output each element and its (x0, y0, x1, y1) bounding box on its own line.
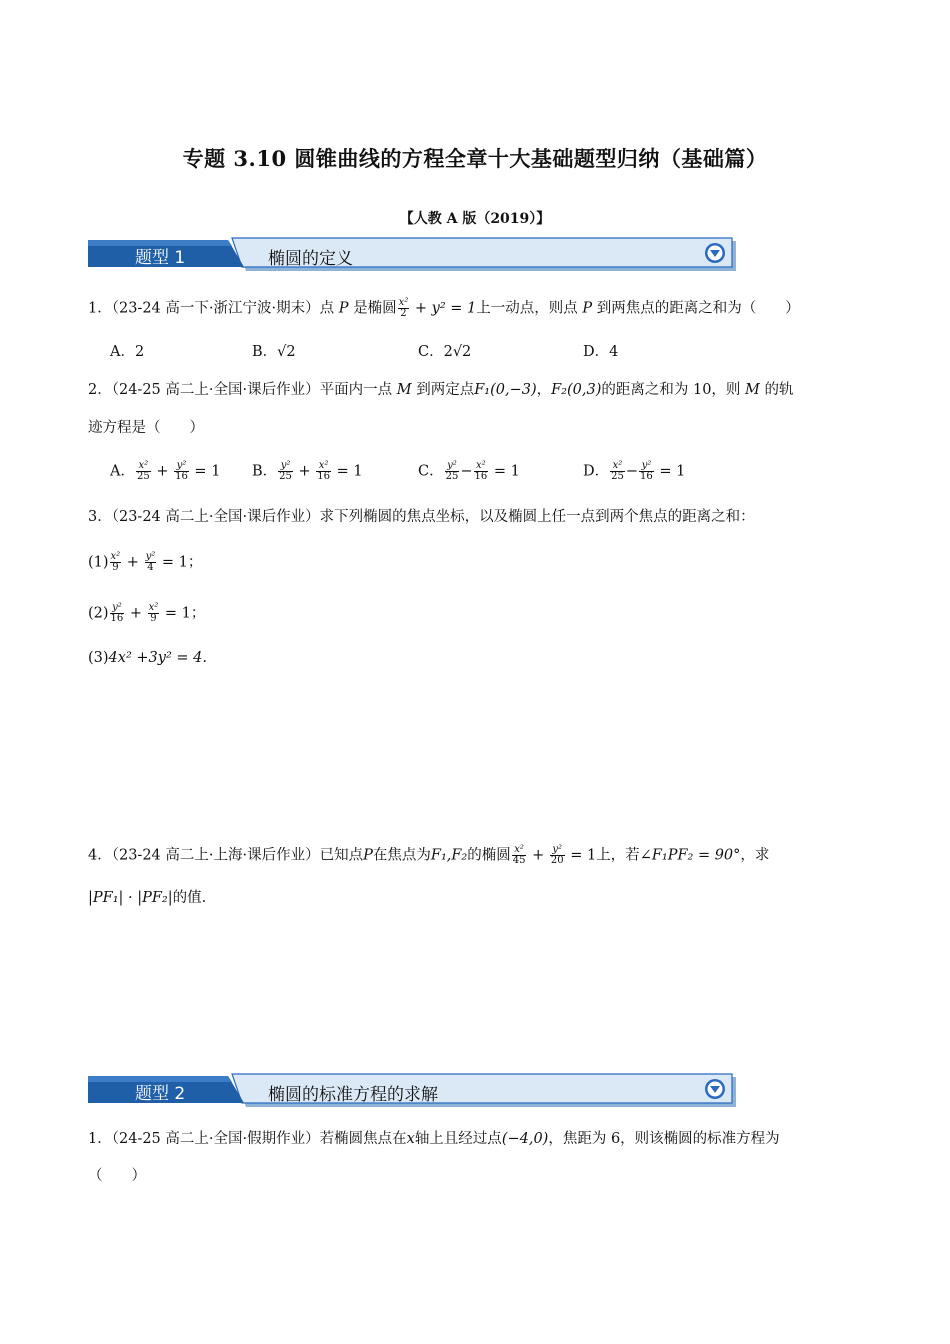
question-text: 到两定点 (411, 382, 475, 398)
fraction (550, 845, 565, 866)
fraction-denominator: 25 (611, 471, 624, 482)
math-var: P (338, 300, 349, 317)
equation-rhs: = 1 (189, 463, 221, 480)
question-text: 上一动点，则点 (476, 300, 583, 317)
sub-label: (3) (88, 650, 109, 666)
fraction-numerator: y² (174, 461, 189, 472)
fraction (398, 298, 410, 319)
question-text: 点 (319, 300, 339, 317)
sub-question-2: (2) $\frac{\text{y²}}{16}$ + $\frac{\text{x²}}{9}$ = 1； (88, 602, 206, 624)
option-a[interactable]: A．2 (110, 344, 145, 360)
fraction-numerator: x² (474, 461, 489, 472)
page-title: 专题 3.10 圆锥曲线的方程全章十大基础题型归纳（基础篇） (182, 146, 768, 171)
page-subtitle: 【人教 A 版（2019）】 (399, 211, 551, 227)
fraction (148, 603, 160, 624)
fraction-denominator: 16 (110, 613, 124, 624)
equation-rhs: = 1； (157, 554, 203, 571)
option-c[interactable]: C．2√2 (418, 344, 472, 360)
math-expr: |PF₁| · |PF₂| (88, 890, 173, 906)
math-expr: 4x² +3y² = 4. (108, 650, 207, 666)
math-expr: F₁,F₂ (430, 847, 468, 864)
question-source: （23-24 高二上·全国·课后作业） (111, 509, 320, 525)
question-5-line2: （ ） (88, 1168, 146, 1184)
fraction-denominator: 16 (175, 471, 188, 482)
section-banner-1 (88, 237, 736, 271)
question-number: 4． (88, 847, 112, 864)
fraction-denominator: 16 (317, 471, 330, 482)
fraction (145, 552, 157, 573)
question-4-line2 (88, 888, 206, 908)
fraction-numerator: x² (110, 551, 121, 562)
option-letter: A． (110, 463, 135, 480)
fraction (445, 461, 460, 482)
question-2 (88, 380, 794, 400)
question-number: 1． (88, 1131, 112, 1147)
fraction (512, 845, 527, 866)
fraction-numerator: y² (639, 461, 654, 472)
sub-question-3 (88, 648, 207, 668)
fraction (316, 461, 331, 482)
question-number: 2． (88, 382, 112, 398)
fraction-numerator: y² (278, 461, 293, 472)
fraction (136, 461, 151, 482)
fraction-denominator: 45 (512, 855, 526, 866)
question-number: 1． (88, 300, 112, 317)
question-text: 平面内一点 (319, 382, 397, 398)
question-text: ，求 (740, 847, 770, 864)
fraction-denominator: 16 (474, 471, 488, 482)
math-var: P (582, 300, 593, 317)
question-text: ，焦距为 6，则该椭圆的标准方程为 (548, 1131, 780, 1147)
operator: − (625, 463, 639, 480)
fraction-numerator: x² (136, 461, 151, 472)
option-d[interactable]: D．4 (583, 344, 619, 360)
fraction-numerator: x² (398, 297, 409, 308)
section-title: 椭圆的标准方程的求解 (268, 1085, 438, 1105)
equation-rhs: = 1； (160, 605, 206, 622)
math-expr: (−4,0) (501, 1131, 549, 1147)
fraction-denominator: 4 (147, 562, 154, 573)
math-var: M (396, 382, 412, 398)
question-text: = 1上，若 (565, 847, 640, 864)
fraction-numerator: y² (110, 603, 125, 614)
sub-question-1: (1) $\frac{\text{x²}}{9}$ + $\frac{\text{y²}}{4}$ = 1； (88, 551, 203, 573)
question-text: 轴上且经过点 (414, 1131, 502, 1147)
fraction-numerator: x² (610, 461, 625, 472)
fraction-denominator: 9 (150, 613, 157, 624)
fraction-denominator: 25 (136, 471, 150, 482)
equation-rhs: = 1 (489, 463, 520, 480)
fraction (278, 461, 293, 482)
question-text: 到两焦点的距离之和为（ ） (592, 300, 800, 317)
fraction (110, 603, 125, 624)
fraction-numerator: x² (512, 845, 527, 856)
question-text: 求下列椭圆的焦点坐标，以及椭圆上任一点到两个焦点的距离之和： (319, 509, 755, 525)
math-expr: F₁(0,−3) (474, 382, 537, 398)
option-letter: B． (252, 463, 278, 480)
fraction-denominator: 2 (400, 308, 407, 319)
fraction-numerator: y² (445, 461, 460, 472)
option-letter: C． (418, 463, 444, 480)
equation-rhs: = 1 (332, 463, 363, 480)
question-source: （24-25 高二上·全国·假期作业） (111, 1131, 320, 1147)
fraction-denominator: 25 (279, 471, 292, 482)
operator: − (460, 463, 473, 480)
math-expr: + y² = 1 (410, 300, 477, 317)
question-text: 的距离之和为 10，则 (601, 382, 746, 398)
option-a[interactable] (110, 461, 220, 482)
question-text: 的椭圆 (467, 847, 511, 864)
sub-label: (1) (88, 554, 109, 571)
question-source: （24-25 高二上·全国·课后作业） (111, 382, 320, 398)
option-b[interactable]: B．√2 (252, 344, 296, 360)
section-label: 题型 1 (135, 248, 186, 268)
option-letter: D． (583, 463, 610, 480)
question-5 (88, 1129, 780, 1149)
question-text: 若椭圆焦点在 (319, 1131, 407, 1147)
collapse-toggle-icon[interactable] (704, 242, 726, 264)
math-var: x (406, 1131, 415, 1147)
equation-rhs: = 1 (654, 463, 686, 480)
sub-label: (2) (88, 605, 109, 622)
math-var: P (363, 847, 373, 864)
question-text: 的值. (172, 890, 207, 906)
question-4: 4．（23-24 高二上·上海·课后作业）已知点P在焦点为F₁,F₂的椭圆 $\frac{\text{x²}}{45}$ + $\frac{\text{y²}}{20}$ = 1上，若∠F₁PF₂ = 90°，求 (88, 844, 770, 866)
question-3 (88, 507, 755, 527)
fraction-numerator: y² (550, 845, 565, 856)
section-label: 题型 2 (135, 1084, 186, 1104)
question-number: 3． (88, 509, 112, 525)
fraction-denominator: 16 (640, 471, 653, 482)
fraction (110, 552, 122, 573)
math-expr: F₂(0,3) (551, 382, 602, 398)
question-source: （23-24 高一下·浙江宁波·期末） (111, 300, 320, 317)
option-d[interactable] (583, 461, 685, 482)
question-2-line2: 迹方程是（ ） (88, 420, 204, 436)
question-source: （23-24 高二上·上海·课后作业） (111, 847, 320, 864)
question-text: 的轨 (759, 382, 794, 398)
section-title: 椭圆的定义 (268, 249, 353, 269)
fraction (474, 461, 489, 482)
fraction (610, 461, 625, 482)
question-text: 是椭圆 (348, 300, 397, 317)
question-1 (88, 298, 800, 319)
fraction-numerator: y² (145, 551, 156, 562)
fraction-denominator: 25 (445, 471, 459, 482)
fraction-denominator: 20 (550, 855, 564, 866)
math-expr: ∠F₁PF₂ = 90° (639, 847, 741, 864)
operator: + (293, 463, 316, 480)
question-text: 已知点 (319, 847, 364, 864)
fraction-numerator: x² (148, 602, 159, 613)
option-b[interactable] (252, 461, 363, 482)
operator: + (151, 463, 174, 480)
collapse-toggle-icon[interactable] (704, 1078, 726, 1100)
question-text: ， (536, 382, 552, 398)
option-c[interactable] (418, 461, 520, 482)
fraction (639, 461, 654, 482)
fraction (174, 461, 189, 482)
fraction-denominator: 9 (112, 562, 119, 573)
section-banner-2 (88, 1073, 736, 1107)
question-text: 在焦点为 (372, 847, 431, 864)
math-var: M (745, 382, 760, 398)
fraction-numerator: x² (316, 461, 331, 472)
